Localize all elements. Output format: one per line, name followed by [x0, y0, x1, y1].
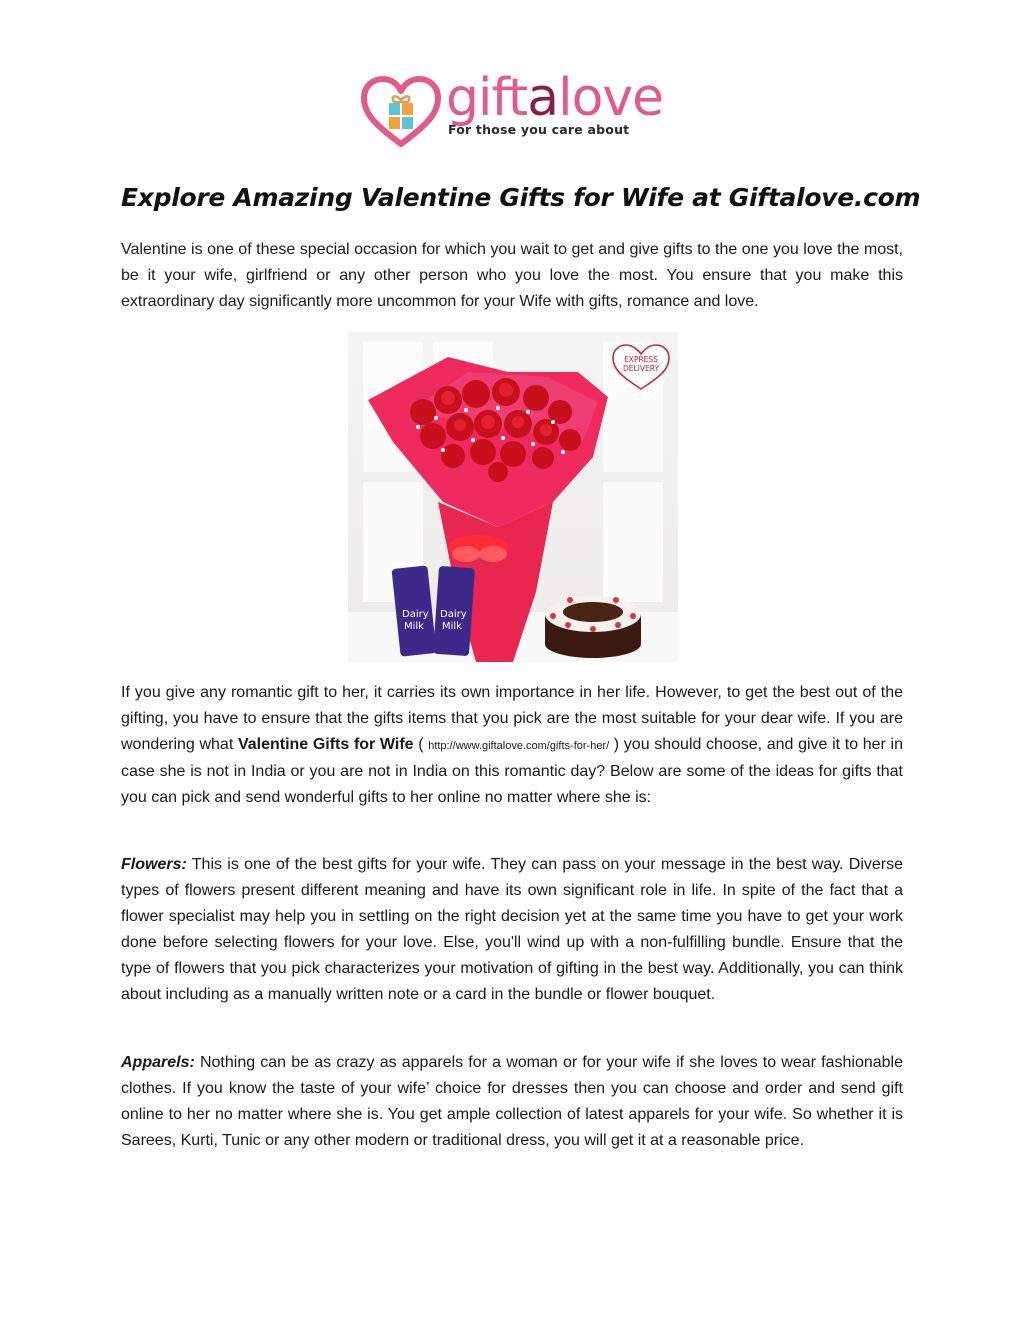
valentine-gifts-link-text[interactable]: Valentine Gifts for Wife: [237, 736, 414, 753]
page-title: Explore Amazing Valentine Gifts for Wife at Giftalove.com: [121, 183, 921, 212]
product-image: [348, 332, 678, 662]
body-paragraph-intro: If you give any romantic gift to her, it carries its own importance in her life. However, to get the best out of the gifting, you have to ensure that the gifts items that you pick are the most suitable for your dear wife. If you are wondering what Valentine Gifts for Wife ( http://www.giftalove.com/gifts-for-her/ ) you should choose, and give it to her in case she is not in India or you are not in India on this romantic day? Below are some of the ideas for gifts that you can pick and send wonderful gifts to her online no matter where she is:: [121, 684, 903, 806]
svg-text:Milk: Milk: [404, 621, 424, 632]
logo-wordmark: giftalove: [446, 68, 664, 128]
flowers-paragraph: Flowers: This is one of the best gifts for your wife. They can pass on your message in the best way. Diverse types of flowers present different meaning and have its own significant role in life. In spite of the fact that a flower specialist may help you in settling on the right decision yet at the same time you have to get your work done before selecting flowers for your love. Else, you'll wind up with a non-fulfilling bundle. Ensure that the type of flowers that you pick characterizes your motivation of gifting in the best way. Additionally, you can think about including as a manually written note or a card in the bundle or flower bouquet.: [121, 856, 903, 1003]
apparels-paragraph: Apparels: Nothing can be as crazy as apparels for a woman or for your wife if she loves to wear fashionable clothes. If you know the taste of your wife’ choice for dresses then you can choose and order and send gift online to her no matter where she is. You get ample collection of latest apparels for your wife. So whether it is Sarees, Kurti, Tunic or any other modern or traditional dress, you will get it at a reasonable price.: [121, 1054, 903, 1149]
svg-text:Dairy: Dairy: [440, 609, 467, 620]
heart-gift-icon: [360, 76, 442, 148]
express-delivery-badge: EXPRESS DELIVERY: [610, 342, 672, 392]
gifts-for-her-url[interactable]: http://www.giftalove.com/gifts-for-her/: [428, 740, 610, 752]
intro-paragraph: Valentine is one of these special occasion for which you wait to get and give gifts to the one you love the most, be it your wife, girlfriend or any other person who you love the most. You ensure that you make this extraordinary day significantly more uncommon for your Wife with gifts, romance and love.: [121, 241, 903, 310]
svg-text:Dairy: Dairy: [402, 609, 429, 620]
svg-text:Milk: Milk: [442, 621, 462, 632]
flowers-heading: Flowers:: [121, 856, 187, 873]
apparels-heading: Apparels:: [121, 1054, 195, 1071]
giftalove-logo[interactable]: [360, 68, 664, 148]
logo-tagline: For those you care about: [448, 122, 630, 137]
